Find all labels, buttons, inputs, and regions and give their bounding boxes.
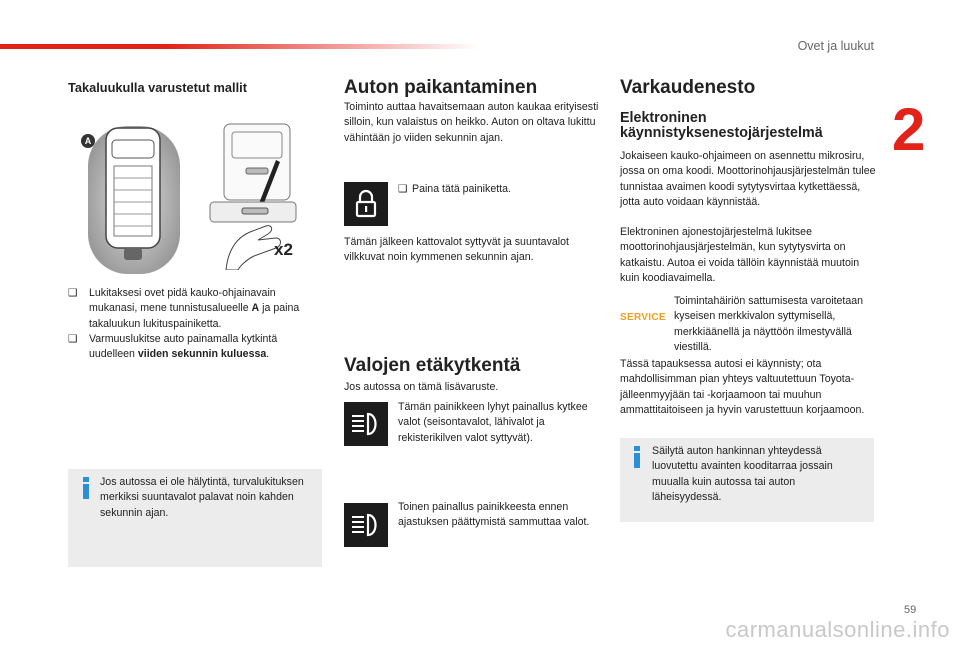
light-button-icon-1 bbox=[344, 402, 388, 446]
light-button-icon-2 bbox=[344, 503, 388, 547]
bullet-deadlock: ❑ Varmuuslukitse auto painamalla kytkintä uudelleen viiden sekunnin kuluessa. bbox=[68, 332, 278, 361]
immobiliser-body-2: Elektroninen ajonestojärjestelmä lukitsee moottorinohjausjärjestelmän, kun sytytysvirta on katkaistu. Autoa ei voida tällöin käynnistää muutoin kuin koodiavaimella. bbox=[620, 226, 860, 284]
light-instruction-1: Tämän painikkeen lyhyt painallus kytkee valot (seisontavalot, lähivalot ja rekisterikilven valot syttyvät). bbox=[398, 401, 588, 444]
info-box-alarm bbox=[68, 469, 322, 567]
light-instruction-2: Toinen painallus painikkeesta ennen ajastuksen päättymistä sammuttaa valot. bbox=[398, 501, 590, 529]
locate-intro: Toiminto auttaa havaitsemaan auton kaukaa erityisesti silloin, kun valaistus on heikko. Auton on oltava lukittu vähintään jo viiden sekunnin ajan. bbox=[344, 101, 599, 144]
headlight-icon bbox=[344, 503, 388, 547]
info-box-keycode bbox=[620, 438, 874, 522]
section-title-locate: Auton paikantaminen bbox=[344, 77, 538, 98]
subtitle-immobiliser-1: Elektroninen bbox=[620, 110, 707, 126]
section-title-remote-lights: Valojen etäkytkentä bbox=[344, 355, 521, 376]
subtitle-immobiliser-2: käynnistyksenestojärjestelmä bbox=[620, 125, 823, 141]
lock-instruction: ❑ Paina tätä painiketta. bbox=[398, 183, 511, 195]
service-warning bbox=[620, 294, 876, 358]
info-icon bbox=[82, 477, 90, 499]
locate-after-text: Tämän jälkeen kattovalot syttyvät ja suuntavalot vilkkuvat noin kymmenen sekunnin ajan. bbox=[344, 236, 569, 264]
section-title-tailgate: Takaluukulla varustetut mallit bbox=[68, 80, 247, 95]
accent-bar bbox=[0, 44, 480, 49]
car-top-view-illustration bbox=[80, 118, 184, 276]
info-text-alarm: Jos autossa ei ole hälytintä, turvalukituksen merkiksi suuntavalot palavat noin kahden sekunnin ajan. bbox=[100, 476, 304, 519]
section-title-antitheft: Varkaudenesto bbox=[620, 77, 756, 98]
info-icon bbox=[633, 446, 641, 468]
padlock-icon bbox=[344, 182, 388, 226]
chapter-number: 2 bbox=[892, 96, 926, 163]
remote-lights-intro: Jos autossa on tämä lisävaruste. bbox=[344, 381, 499, 393]
watermark: carmanualsonline.info bbox=[725, 617, 950, 642]
service-warning-text: Toimintahäiriön sattumisesta varoitetaan kyseisen merkkivalon syttymisellä, merkkiäänellä ja näyttöön ilmestyvällä viestillä. bbox=[674, 295, 864, 353]
bullet-lock: ❑ Lukitaksesi ovet pidä kauko-ohjainavain mukanasi, mene tunnistusalueelle A ja paina takaluukun lukituspainiketta. bbox=[68, 287, 300, 330]
lock-button-icon bbox=[344, 182, 388, 226]
tailgate-instructions bbox=[68, 286, 318, 362]
info-text-keycode: Säilytä auton hankinnan yhteydessä luovutettu avainten kooditarraa jossain muualla kuin autossa tai auton läheisyydessä. bbox=[652, 445, 833, 503]
service-warning-icon: SERVICE bbox=[620, 312, 666, 323]
press-twice-label: x2 bbox=[274, 240, 293, 259]
section-header: Ovet ja luukut bbox=[797, 39, 874, 53]
headlight-icon bbox=[344, 402, 388, 446]
immobiliser-body-1: Jokaiseen kauko-ohjaimeen on asennettu mikrosiru, jossa on oma koodi. Moottorinohjausjärjestelmän tulee tunnistaa avaimen koodi sytytysvirtaa kytkettäessä, jotta auto voidaan käynnistää. bbox=[620, 150, 876, 208]
zone-a-marker: A bbox=[81, 134, 95, 148]
immobiliser-body-3: Tässä tapauksessa autosi ei käynnisty; ota mahdollisimman pian yhteys valtuutettuun Toyota-jälleenmyyjään tai -korjaamoon tai muuhun ammattitaitoiseen ja hyvin varustettuun korjaamoon. bbox=[620, 358, 865, 416]
page-number: 59 bbox=[904, 604, 917, 616]
